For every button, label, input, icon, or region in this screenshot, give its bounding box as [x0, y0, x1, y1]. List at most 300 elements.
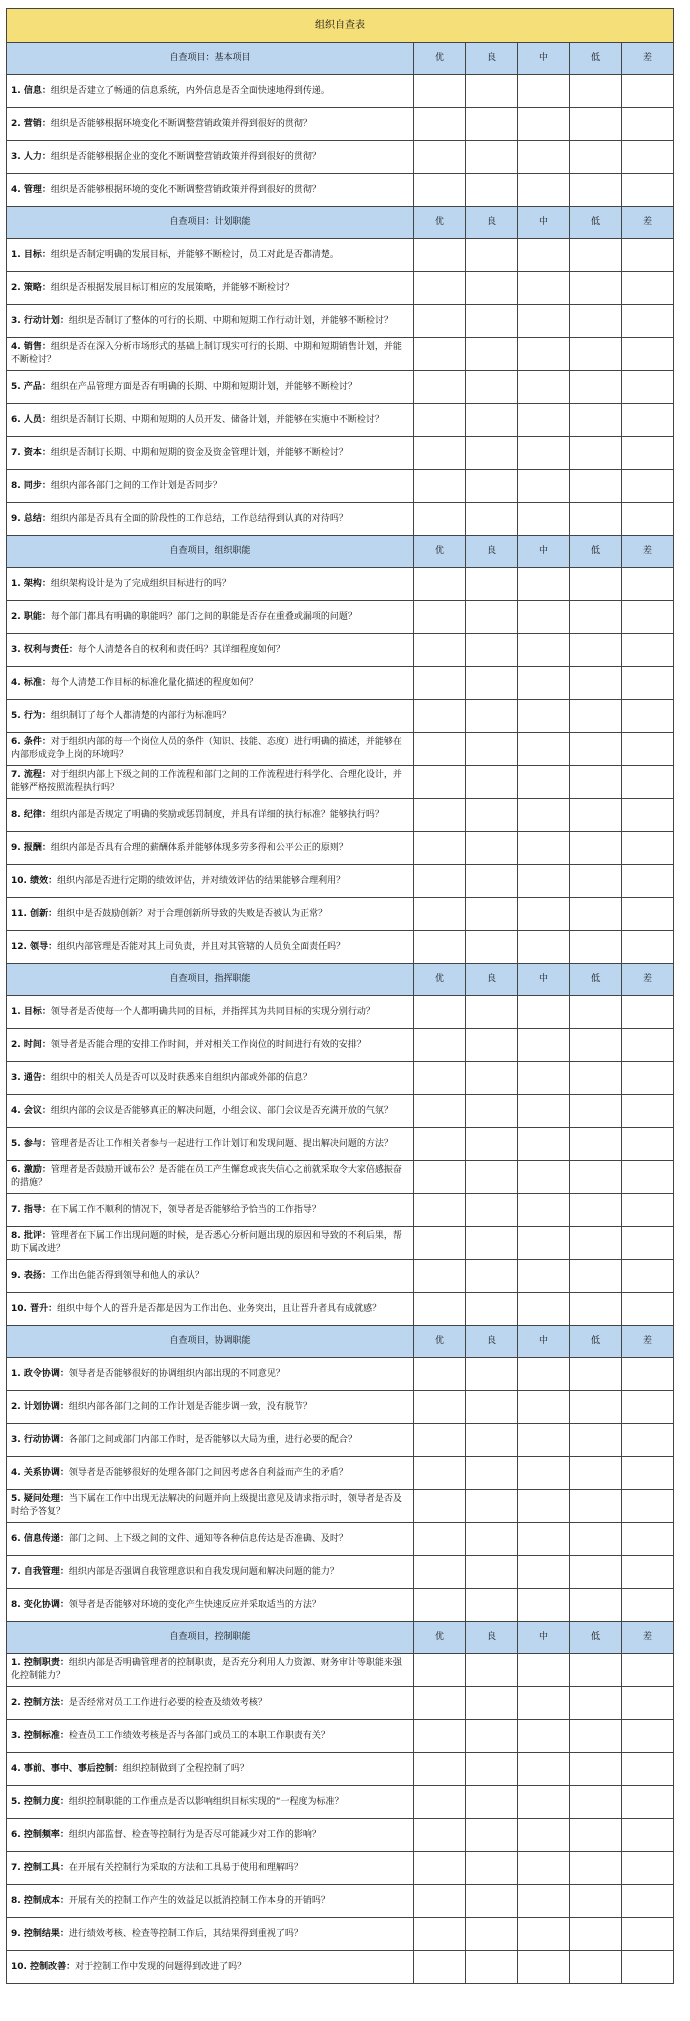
grade-cell-4[interactable]	[570, 898, 622, 931]
item-cell[interactable]	[7, 799, 414, 832]
grade-cell-3[interactable]	[518, 667, 570, 700]
grade-cell-5[interactable]	[622, 1424, 674, 1457]
grade-cell-2[interactable]	[466, 1161, 518, 1194]
grade-cell-1[interactable]	[414, 75, 466, 108]
item-cell[interactable]	[7, 1523, 414, 1556]
grade-header-4[interactable]: 低	[570, 1622, 622, 1654]
grade-cell-1[interactable]	[414, 1358, 466, 1391]
grade-cell-1[interactable]	[414, 272, 466, 305]
item-cell[interactable]	[7, 1720, 414, 1753]
grade-cell-2[interactable]	[466, 898, 518, 931]
grade-cell-3[interactable]	[518, 1194, 570, 1227]
grade-cell-5[interactable]	[622, 1194, 674, 1227]
grade-cell-3[interactable]	[518, 898, 570, 931]
item-cell[interactable]	[7, 1260, 414, 1293]
grade-cell-1[interactable]	[414, 108, 466, 141]
grade-cell-1[interactable]	[414, 239, 466, 272]
grade-cell-4[interactable]	[570, 733, 622, 766]
grade-cell-4[interactable]	[570, 1227, 622, 1260]
grade-cell-3[interactable]	[518, 305, 570, 338]
grade-header-4[interactable]: 低	[570, 43, 622, 75]
grade-cell-5[interactable]	[622, 437, 674, 470]
grade-cell-3[interactable]	[518, 470, 570, 503]
grade-cell-1[interactable]	[414, 1029, 466, 1062]
grade-cell-4[interactable]	[570, 1391, 622, 1424]
grade-cell-1[interactable]	[414, 141, 466, 174]
grade-cell-1[interactable]	[414, 1786, 466, 1819]
grade-header-2[interactable]: 良	[466, 207, 518, 239]
item-cell[interactable]	[7, 371, 414, 404]
item-cell[interactable]	[7, 1095, 414, 1128]
item-cell[interactable]	[7, 338, 414, 371]
item-cell[interactable]	[7, 1918, 414, 1951]
grade-cell-4[interactable]	[570, 1753, 622, 1786]
item-cell[interactable]	[7, 1589, 414, 1622]
grade-cell-2[interactable]	[466, 404, 518, 437]
section-heading[interactable]: 自查项目，指挥职能	[7, 964, 414, 996]
grade-cell-2[interactable]	[466, 1720, 518, 1753]
grade-cell-4[interactable]	[570, 141, 622, 174]
grade-cell-2[interactable]	[466, 931, 518, 964]
grade-header-2[interactable]: 良	[466, 1622, 518, 1654]
grade-cell-5[interactable]	[622, 1654, 674, 1687]
item-cell[interactable]	[7, 1687, 414, 1720]
grade-cell-2[interactable]	[466, 601, 518, 634]
grade-cell-4[interactable]	[570, 832, 622, 865]
grade-cell-2[interactable]	[466, 1687, 518, 1720]
item-cell[interactable]	[7, 1029, 414, 1062]
grade-cell-3[interactable]	[518, 1029, 570, 1062]
item-cell[interactable]	[7, 1753, 414, 1786]
grade-cell-4[interactable]	[570, 239, 622, 272]
grade-cell-1[interactable]	[414, 1589, 466, 1622]
item-cell[interactable]	[7, 931, 414, 964]
grade-cell-5[interactable]	[622, 1260, 674, 1293]
grade-cell-4[interactable]	[570, 1654, 622, 1687]
grade-cell-2[interactable]	[466, 1490, 518, 1523]
grade-cell-3[interactable]	[518, 1457, 570, 1490]
item-cell[interactable]	[7, 470, 414, 503]
grade-header-3[interactable]: 中	[518, 43, 570, 75]
grade-cell-1[interactable]	[414, 931, 466, 964]
grade-cell-5[interactable]	[622, 305, 674, 338]
grade-cell-4[interactable]	[570, 931, 622, 964]
item-cell[interactable]	[7, 1358, 414, 1391]
grade-header-5[interactable]: 差	[622, 1622, 674, 1654]
grade-cell-5[interactable]	[622, 996, 674, 1029]
grade-cell-4[interactable]	[570, 1852, 622, 1885]
grade-cell-2[interactable]	[466, 1786, 518, 1819]
grade-cell-3[interactable]	[518, 1687, 570, 1720]
grade-cell-3[interactable]	[518, 1062, 570, 1095]
grade-header-2[interactable]: 良	[466, 964, 518, 996]
grade-header-1[interactable]: 优	[414, 207, 466, 239]
grade-cell-3[interactable]	[518, 1951, 570, 1984]
grade-cell-5[interactable]	[622, 1062, 674, 1095]
item-cell[interactable]	[7, 404, 414, 437]
item-cell[interactable]	[7, 141, 414, 174]
grade-header-4[interactable]: 低	[570, 1326, 622, 1358]
sheet-title[interactable]: 组织自查表	[7, 9, 674, 43]
grade-cell-5[interactable]	[622, 503, 674, 536]
grade-cell-3[interactable]	[518, 1358, 570, 1391]
item-cell[interactable]	[7, 1457, 414, 1490]
grade-cell-1[interactable]	[414, 832, 466, 865]
grade-cell-3[interactable]	[518, 1556, 570, 1589]
grade-cell-2[interactable]	[466, 1029, 518, 1062]
grade-cell-3[interactable]	[518, 733, 570, 766]
grade-cell-3[interactable]	[518, 1753, 570, 1786]
grade-header-5[interactable]: 差	[622, 536, 674, 568]
grade-cell-5[interactable]	[622, 108, 674, 141]
item-cell[interactable]	[7, 239, 414, 272]
grade-cell-4[interactable]	[570, 1556, 622, 1589]
grade-cell-5[interactable]	[622, 601, 674, 634]
grade-cell-3[interactable]	[518, 832, 570, 865]
grade-header-1[interactable]: 优	[414, 1622, 466, 1654]
grade-cell-4[interactable]	[570, 305, 622, 338]
grade-cell-5[interactable]	[622, 75, 674, 108]
grade-cell-1[interactable]	[414, 174, 466, 207]
grade-cell-1[interactable]	[414, 437, 466, 470]
grade-cell-5[interactable]	[622, 174, 674, 207]
grade-cell-5[interactable]	[622, 1753, 674, 1786]
grade-header-1[interactable]: 优	[414, 1326, 466, 1358]
grade-cell-3[interactable]	[518, 766, 570, 799]
grade-cell-2[interactable]	[466, 1819, 518, 1852]
grade-cell-2[interactable]	[466, 1293, 518, 1326]
grade-cell-3[interactable]	[518, 239, 570, 272]
grade-cell-5[interactable]	[622, 898, 674, 931]
grade-cell-5[interactable]	[622, 371, 674, 404]
grade-cell-5[interactable]	[622, 239, 674, 272]
grade-cell-2[interactable]	[466, 1753, 518, 1786]
item-cell[interactable]	[7, 1490, 414, 1523]
grade-header-4[interactable]: 低	[570, 536, 622, 568]
item-cell[interactable]	[7, 437, 414, 470]
grade-cell-3[interactable]	[518, 931, 570, 964]
grade-cell-5[interactable]	[622, 338, 674, 371]
grade-cell-2[interactable]	[466, 1227, 518, 1260]
item-cell[interactable]	[7, 1786, 414, 1819]
grade-cell-3[interactable]	[518, 437, 570, 470]
grade-cell-4[interactable]	[570, 1589, 622, 1622]
grade-cell-5[interactable]	[622, 1161, 674, 1194]
grade-cell-5[interactable]	[622, 1589, 674, 1622]
grade-cell-5[interactable]	[622, 568, 674, 601]
grade-cell-4[interactable]	[570, 174, 622, 207]
grade-cell-1[interactable]	[414, 1885, 466, 1918]
grade-cell-4[interactable]	[570, 634, 622, 667]
grade-cell-4[interactable]	[570, 1457, 622, 1490]
grade-cell-3[interactable]	[518, 996, 570, 1029]
item-cell[interactable]	[7, 1227, 414, 1260]
grade-cell-5[interactable]	[622, 1227, 674, 1260]
grade-cell-5[interactable]	[622, 1095, 674, 1128]
grade-cell-4[interactable]	[570, 503, 622, 536]
grade-cell-1[interactable]	[414, 1654, 466, 1687]
grade-cell-2[interactable]	[466, 1391, 518, 1424]
grade-cell-1[interactable]	[414, 634, 466, 667]
grade-header-5[interactable]: 差	[622, 43, 674, 75]
section-heading[interactable]: 自查项目，协调职能	[7, 1326, 414, 1358]
grade-cell-1[interactable]	[414, 371, 466, 404]
grade-cell-4[interactable]	[570, 1720, 622, 1753]
grade-cell-4[interactable]	[570, 470, 622, 503]
item-cell[interactable]	[7, 865, 414, 898]
grade-cell-4[interactable]	[570, 700, 622, 733]
grade-cell-1[interactable]	[414, 1753, 466, 1786]
grade-header-1[interactable]: 优	[414, 43, 466, 75]
grade-cell-2[interactable]	[466, 1589, 518, 1622]
grade-cell-4[interactable]	[570, 568, 622, 601]
grade-cell-3[interactable]	[518, 272, 570, 305]
item-cell[interactable]	[7, 503, 414, 536]
grade-cell-1[interactable]	[414, 1194, 466, 1227]
item-cell[interactable]	[7, 1819, 414, 1852]
item-cell[interactable]	[7, 667, 414, 700]
grade-cell-4[interactable]	[570, 865, 622, 898]
grade-cell-1[interactable]	[414, 1161, 466, 1194]
grade-cell-1[interactable]	[414, 1457, 466, 1490]
grade-cell-2[interactable]	[466, 437, 518, 470]
grade-cell-1[interactable]	[414, 1523, 466, 1556]
grade-cell-4[interactable]	[570, 1424, 622, 1457]
item-cell[interactable]	[7, 996, 414, 1029]
grade-cell-2[interactable]	[466, 371, 518, 404]
grade-cell-3[interactable]	[518, 338, 570, 371]
grade-cell-2[interactable]	[466, 1194, 518, 1227]
grade-cell-2[interactable]	[466, 1128, 518, 1161]
grade-cell-4[interactable]	[570, 1194, 622, 1227]
grade-cell-5[interactable]	[622, 404, 674, 437]
grade-cell-4[interactable]	[570, 437, 622, 470]
grade-cell-2[interactable]	[466, 766, 518, 799]
grade-cell-5[interactable]	[622, 1457, 674, 1490]
grade-cell-2[interactable]	[466, 1918, 518, 1951]
grade-cell-2[interactable]	[466, 1951, 518, 1984]
grade-cell-4[interactable]	[570, 996, 622, 1029]
grade-cell-2[interactable]	[466, 108, 518, 141]
grade-cell-3[interactable]	[518, 700, 570, 733]
grade-cell-3[interactable]	[518, 568, 570, 601]
item-cell[interactable]	[7, 733, 414, 766]
grade-cell-1[interactable]	[414, 1227, 466, 1260]
grade-cell-4[interactable]	[570, 1918, 622, 1951]
grade-cell-5[interactable]	[622, 1523, 674, 1556]
grade-cell-5[interactable]	[622, 1918, 674, 1951]
grade-cell-4[interactable]	[570, 667, 622, 700]
item-cell[interactable]	[7, 568, 414, 601]
grade-cell-2[interactable]	[466, 865, 518, 898]
grade-cell-2[interactable]	[466, 470, 518, 503]
grade-cell-1[interactable]	[414, 766, 466, 799]
grade-cell-3[interactable]	[518, 404, 570, 437]
grade-cell-1[interactable]	[414, 733, 466, 766]
grade-cell-4[interactable]	[570, 1523, 622, 1556]
grade-cell-1[interactable]	[414, 338, 466, 371]
grade-cell-5[interactable]	[622, 1391, 674, 1424]
grade-cell-1[interactable]	[414, 404, 466, 437]
item-cell[interactable]	[7, 1194, 414, 1227]
item-cell[interactable]	[7, 75, 414, 108]
section-heading[interactable]: 自查项目：计划职能	[7, 207, 414, 239]
grade-cell-5[interactable]	[622, 1819, 674, 1852]
grade-cell-1[interactable]	[414, 305, 466, 338]
grade-cell-2[interactable]	[466, 1062, 518, 1095]
item-cell[interactable]	[7, 832, 414, 865]
grade-cell-5[interactable]	[622, 1128, 674, 1161]
grade-cell-5[interactable]	[622, 470, 674, 503]
grade-cell-4[interactable]	[570, 1490, 622, 1523]
grade-cell-2[interactable]	[466, 141, 518, 174]
grade-cell-5[interactable]	[622, 667, 674, 700]
grade-header-1[interactable]: 优	[414, 536, 466, 568]
grade-cell-5[interactable]	[622, 1852, 674, 1885]
grade-cell-2[interactable]	[466, 305, 518, 338]
grade-cell-1[interactable]	[414, 1391, 466, 1424]
grade-header-3[interactable]: 中	[518, 1326, 570, 1358]
item-cell[interactable]	[7, 108, 414, 141]
grade-cell-1[interactable]	[414, 470, 466, 503]
grade-cell-2[interactable]	[466, 733, 518, 766]
grade-cell-1[interactable]	[414, 1095, 466, 1128]
grade-cell-4[interactable]	[570, 766, 622, 799]
grade-cell-2[interactable]	[466, 1095, 518, 1128]
item-cell[interactable]	[7, 601, 414, 634]
item-cell[interactable]	[7, 634, 414, 667]
grade-cell-5[interactable]	[622, 832, 674, 865]
grade-cell-4[interactable]	[570, 1951, 622, 1984]
grade-cell-4[interactable]	[570, 371, 622, 404]
grade-cell-1[interactable]	[414, 799, 466, 832]
grade-cell-2[interactable]	[466, 1885, 518, 1918]
grade-header-5[interactable]: 差	[622, 1326, 674, 1358]
grade-header-5[interactable]: 差	[622, 964, 674, 996]
grade-cell-2[interactable]	[466, 568, 518, 601]
grade-cell-5[interactable]	[622, 1029, 674, 1062]
grade-header-3[interactable]: 中	[518, 536, 570, 568]
grade-cell-1[interactable]	[414, 1556, 466, 1589]
grade-cell-1[interactable]	[414, 1062, 466, 1095]
grade-cell-3[interactable]	[518, 1227, 570, 1260]
grade-cell-4[interactable]	[570, 1128, 622, 1161]
item-cell[interactable]	[7, 272, 414, 305]
grade-cell-5[interactable]	[622, 1358, 674, 1391]
grade-cell-3[interactable]	[518, 1852, 570, 1885]
grade-cell-3[interactable]	[518, 1885, 570, 1918]
grade-cell-2[interactable]	[466, 832, 518, 865]
grade-cell-4[interactable]	[570, 1885, 622, 1918]
grade-cell-5[interactable]	[622, 766, 674, 799]
section-heading[interactable]: 自查项目，组织职能	[7, 536, 414, 568]
item-cell[interactable]	[7, 898, 414, 931]
grade-cell-5[interactable]	[622, 1786, 674, 1819]
grade-cell-1[interactable]	[414, 1260, 466, 1293]
item-cell[interactable]	[7, 766, 414, 799]
grade-cell-3[interactable]	[518, 1523, 570, 1556]
grade-header-1[interactable]: 优	[414, 964, 466, 996]
grade-cell-3[interactable]	[518, 1589, 570, 1622]
item-cell[interactable]	[7, 1391, 414, 1424]
grade-cell-4[interactable]	[570, 1358, 622, 1391]
grade-cell-3[interactable]	[518, 1293, 570, 1326]
grade-header-3[interactable]: 中	[518, 964, 570, 996]
section-heading[interactable]: 自查项目：基本项目	[7, 43, 414, 75]
grade-cell-2[interactable]	[466, 1654, 518, 1687]
grade-header-3[interactable]: 中	[518, 207, 570, 239]
grade-cell-3[interactable]	[518, 1128, 570, 1161]
grade-cell-2[interactable]	[466, 1457, 518, 1490]
grade-cell-5[interactable]	[622, 272, 674, 305]
grade-cell-2[interactable]	[466, 75, 518, 108]
grade-cell-5[interactable]	[622, 700, 674, 733]
grade-cell-1[interactable]	[414, 1293, 466, 1326]
grade-cell-2[interactable]	[466, 503, 518, 536]
grade-cell-5[interactable]	[622, 1885, 674, 1918]
grade-cell-4[interactable]	[570, 272, 622, 305]
grade-cell-2[interactable]	[466, 1358, 518, 1391]
grade-cell-3[interactable]	[518, 75, 570, 108]
grade-cell-1[interactable]	[414, 1490, 466, 1523]
grade-cell-3[interactable]	[518, 1161, 570, 1194]
grade-cell-1[interactable]	[414, 1720, 466, 1753]
grade-cell-4[interactable]	[570, 338, 622, 371]
grade-cell-4[interactable]	[570, 1260, 622, 1293]
grade-cell-2[interactable]	[466, 700, 518, 733]
grade-cell-2[interactable]	[466, 272, 518, 305]
grade-cell-2[interactable]	[466, 338, 518, 371]
grade-cell-3[interactable]	[518, 371, 570, 404]
grade-cell-1[interactable]	[414, 503, 466, 536]
grade-cell-1[interactable]	[414, 1852, 466, 1885]
grade-header-2[interactable]: 良	[466, 536, 518, 568]
item-cell[interactable]	[7, 1951, 414, 1984]
item-cell[interactable]	[7, 305, 414, 338]
grade-cell-1[interactable]	[414, 700, 466, 733]
item-cell[interactable]	[7, 1654, 414, 1687]
grade-cell-4[interactable]	[570, 75, 622, 108]
item-cell[interactable]	[7, 1556, 414, 1589]
grade-cell-5[interactable]	[622, 141, 674, 174]
grade-cell-3[interactable]	[518, 799, 570, 832]
grade-cell-1[interactable]	[414, 1424, 466, 1457]
section-heading[interactable]: 自查项目，控制职能	[7, 1622, 414, 1654]
grade-cell-4[interactable]	[570, 601, 622, 634]
grade-cell-5[interactable]	[622, 1293, 674, 1326]
grade-cell-5[interactable]	[622, 1490, 674, 1523]
grade-cell-1[interactable]	[414, 1687, 466, 1720]
grade-cell-3[interactable]	[518, 141, 570, 174]
item-cell[interactable]	[7, 1128, 414, 1161]
grade-cell-3[interactable]	[518, 634, 570, 667]
grade-cell-3[interactable]	[518, 1095, 570, 1128]
grade-cell-5[interactable]	[622, 1556, 674, 1589]
grade-cell-1[interactable]	[414, 1128, 466, 1161]
item-cell[interactable]	[7, 1424, 414, 1457]
item-cell[interactable]	[7, 1852, 414, 1885]
grade-cell-2[interactable]	[466, 1852, 518, 1885]
grade-cell-4[interactable]	[570, 1095, 622, 1128]
grade-cell-1[interactable]	[414, 601, 466, 634]
grade-cell-4[interactable]	[570, 799, 622, 832]
grade-cell-5[interactable]	[622, 1687, 674, 1720]
grade-cell-3[interactable]	[518, 1490, 570, 1523]
grade-cell-2[interactable]	[466, 1523, 518, 1556]
grade-cell-3[interactable]	[518, 1391, 570, 1424]
grade-cell-3[interactable]	[518, 1424, 570, 1457]
grade-cell-3[interactable]	[518, 174, 570, 207]
